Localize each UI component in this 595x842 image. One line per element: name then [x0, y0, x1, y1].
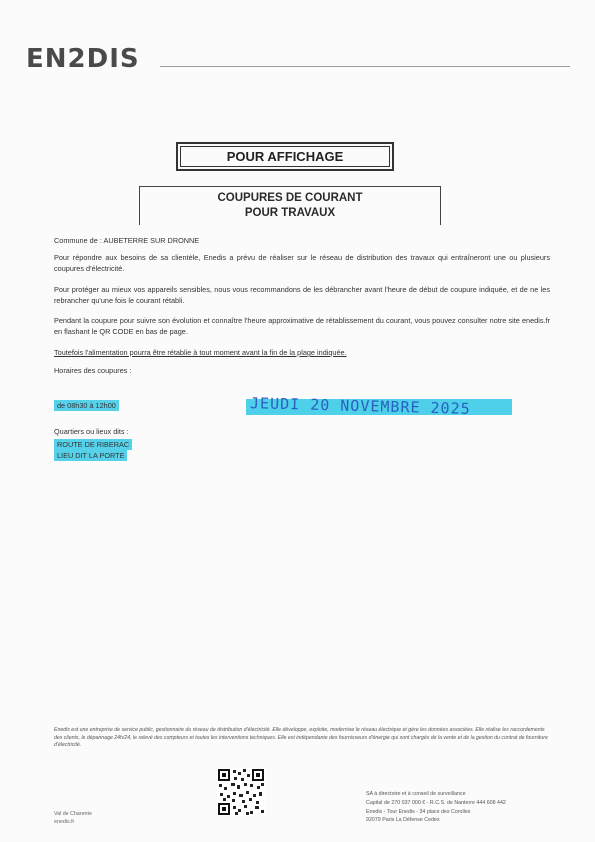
footer-right-line-1: SA à directoire et à conseil de surveillance: [366, 791, 466, 797]
footer-left-line-2: enedis.fr: [54, 819, 75, 825]
qr-code[interactable]: [217, 768, 265, 816]
footer-right-line-3: Enedis - Tour Enedis - 34 place des Corolles: [366, 809, 471, 815]
paragraph-1: Pour répondre aux besoins de sa clientèle, Enedis a prévu de réaliser sur le réseau de distribution des travaux qui entraîneront une ou plusieurs coupures d'électricité.: [54, 253, 550, 273]
commune-line: [54, 236, 550, 247]
header-divider: [160, 66, 570, 67]
quartiers-label: Quartiers ou lieux dits :: [54, 427, 129, 436]
paragraph-2: Pour protéger au mieux vos appareils sensibles, nous vous recommandons de les débrancher avant l'heure de début de coupure indiquée, et de ne les rebrancher qu'une fois le courant rétabli.: [54, 285, 550, 305]
horaires-time-value: de 08h30 à 12h00: [54, 400, 119, 411]
footer-left-line-1: Val de Charente: [54, 811, 92, 817]
footer-right-line-4: 92079 Paris La Défense Cedex: [366, 817, 440, 823]
enedis-logo: EN2DIS: [26, 44, 140, 74]
quartier-item: [54, 440, 132, 451]
footer-right-line-2: Capital de 270 037 000 € - R.C.S. de Nanterre 444 608 442: [366, 800, 506, 806]
banner-title: POUR AFFICHAGE: [180, 146, 390, 167]
horaires-time: [54, 401, 119, 412]
subtitle-line-1: COUPURES DE COURANT: [217, 192, 363, 204]
quartier-item-1: ROUTE DE RIBERAC: [54, 439, 132, 450]
commune-value: AUBETERRE SUR DRONNE: [103, 236, 200, 245]
horaires-label: Horaires des coupures :: [54, 366, 132, 375]
paragraph-4: Toutefois l'alimentation pourra être rétablie à tout moment avant la fin de la plage indiquée.: [54, 348, 347, 357]
footnote: Enedis est une entreprise de service public, gestionnaire du réseau de distribution d'électricité. Elle développe, exploite, modernise le réseau électrique et gère les données associées. Elle réalise les raccordements des clients, le dépannage 24h/24, le relevé des compteurs et toutes les interventions techniques. Elle est indépendante des fournisseurs d'énergie qui sont chargés de la vente et de la gestion du contrat de fourniture d'électricité.: [54, 727, 548, 748]
subtitle-line-2: POUR TRAVAUX: [244, 207, 336, 219]
date-handwritten: JEUDI 20 NOVEMBRE 2025: [249, 394, 471, 418]
subtitle-box: [139, 186, 441, 225]
paragraph-3: Pendant la coupure pour suivre son évolution et connaître l'heure approximative de rétablissement du courant, vous pouvez consulter notre site enedis.fr en flashant le QR CODE en bas de page.: [54, 316, 550, 336]
quartier-item-2: LIEU DIT LA PORTE: [54, 450, 127, 461]
commune-label: Commune de :: [54, 236, 102, 245]
quartier-item: [54, 451, 127, 462]
banner-box: [176, 142, 394, 171]
